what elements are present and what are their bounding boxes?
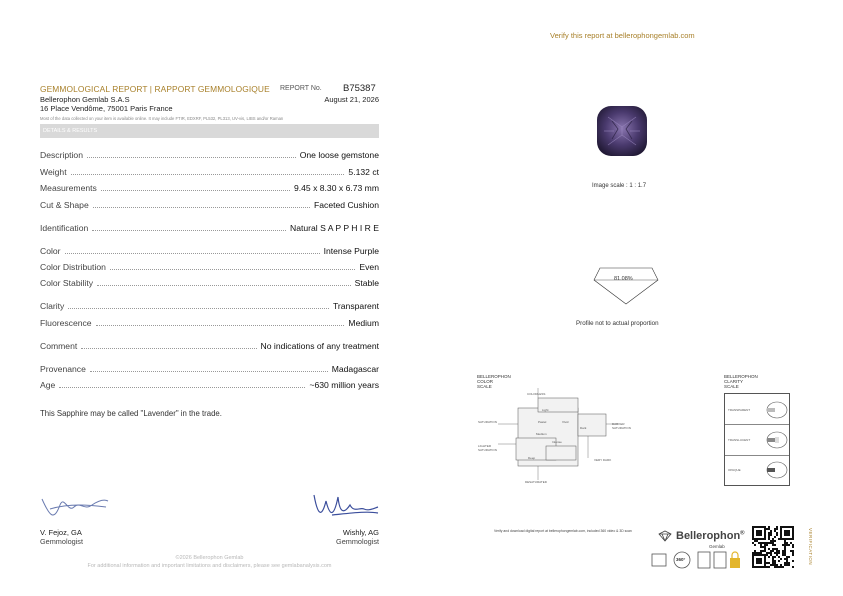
document-icon xyxy=(698,552,710,568)
detail-row xyxy=(40,278,379,288)
color-cell-deep: Deep xyxy=(528,456,536,460)
detail-value: Even xyxy=(359,262,379,272)
image-scale: Image scale : 1 : 1.7 xyxy=(592,183,647,189)
detail-value: Natural S A P P H I R E xyxy=(289,223,379,233)
footer-copyright: ©2026 Bellerophon Gemlab xyxy=(175,555,244,561)
profile-percent: 81.08% xyxy=(614,276,633,282)
color-cell-medium: Medium xyxy=(536,432,547,436)
detail-value: Intense Purple xyxy=(323,246,379,256)
detail-label: Color Stability xyxy=(40,278,94,288)
brand-name: Bellerophon® xyxy=(676,530,745,542)
clarity-level-opaque: OPAQUE xyxy=(728,468,741,472)
clarity-icons xyxy=(765,400,789,482)
lock-icon xyxy=(730,558,740,568)
detail-value: Madagascar xyxy=(331,364,379,374)
verification-label: VERIFICATION xyxy=(808,528,813,566)
detail-label: Provenance xyxy=(40,364,86,374)
clarity-level-translucent: TRANSLUCENT xyxy=(728,438,751,442)
detail-label: Age xyxy=(40,380,56,390)
detail-label: Cut & Shape xyxy=(40,200,89,210)
report-number: B75387 xyxy=(343,83,376,94)
color-callout-saturation: SATURATION xyxy=(478,420,497,424)
detail-row xyxy=(40,318,379,328)
detail-dots xyxy=(59,386,305,388)
color-cell-dark: Dark xyxy=(580,426,587,430)
detail-row xyxy=(40,301,379,311)
company-name: Bellerophon Gemlab S.A.S xyxy=(40,95,130,104)
detail-label: Identification xyxy=(40,223,89,233)
detail-value: Faceted Cushion xyxy=(314,200,379,210)
color-callout-desaturated: DESATURATED xyxy=(525,480,547,484)
badge-360: 360° xyxy=(676,557,686,562)
footer-disclaimer[interactable]: For additional information and important limitations and disclaimers, please see gemlabanalysis.com xyxy=(87,563,332,569)
trade-note: This Sapphire may be called "Lavender" in the trade. xyxy=(40,409,222,418)
report-title: GEMMOLOGICAL REPORT | RAPPORT GEMMOLOGIQUE xyxy=(40,84,270,94)
detail-row xyxy=(40,246,379,256)
detail-label: Color Distribution xyxy=(40,262,106,272)
detail-dots xyxy=(81,347,256,349)
gemstone-image xyxy=(594,103,650,159)
detail-value: 9.45 x 8.30 x 6.73 mm xyxy=(293,183,379,193)
signer-1-name: V. Fejoz, GA xyxy=(40,528,82,537)
detail-value: One loose gemstone xyxy=(299,150,379,160)
detail-dots xyxy=(65,252,320,254)
color-cell-vivid: Vivid xyxy=(562,420,569,424)
color-callout-colorless: COLORLESS xyxy=(527,392,546,396)
signer-1-title: Gemmologist xyxy=(40,537,83,546)
profile-note: Profile not to actual proportion xyxy=(576,320,659,327)
clarity-scale-title: BELLEROPHON CLARITY SCALE xyxy=(724,374,758,389)
detail-value: Medium xyxy=(348,318,379,328)
signature-block-1 xyxy=(40,487,110,546)
detail-label: Description xyxy=(40,150,83,160)
detail-row xyxy=(40,183,379,193)
detail-dots xyxy=(92,229,286,231)
detail-row xyxy=(40,380,379,390)
detail-dots xyxy=(93,206,310,208)
company-address: 16 Place Vendôme, 75001 Paris France xyxy=(40,104,173,113)
signature-block-2 xyxy=(312,487,379,546)
digital-report-note[interactable]: Verify and download digital report at bellerophongemlab.com, included 360 video & 3D scan xyxy=(494,529,632,533)
detail-row xyxy=(40,262,379,272)
detail-value: Transparent xyxy=(332,301,379,311)
detail-label: Comment xyxy=(40,341,78,351)
report-no-label: REPORT No. xyxy=(280,85,322,92)
clarity-level-transparent: TRANSPARENT xyxy=(728,408,751,412)
detail-dots xyxy=(68,307,329,309)
detail-dots xyxy=(110,268,355,270)
detail-row xyxy=(40,223,379,233)
details-bar: DETAILS & RESULTS xyxy=(40,124,379,138)
detail-value: Stable xyxy=(354,278,379,288)
footer xyxy=(40,554,379,570)
detail-label: Measurements xyxy=(40,183,97,193)
signer-2-title: Gemmologist xyxy=(336,537,379,546)
detail-label: Clarity xyxy=(40,301,65,311)
detail-dots xyxy=(90,370,328,372)
signature-2-image xyxy=(312,487,379,523)
brand-sub: Gemlab xyxy=(709,544,725,549)
detail-label: Color xyxy=(40,246,61,256)
feature-icons xyxy=(650,550,750,572)
data-note: Most of the data collected on your item is available online. It may include FTIR, EDXRF, PL532, PL313, UV-vis, LIBS and/or Raman xyxy=(40,116,284,121)
detail-value: ~630 million years xyxy=(309,380,379,390)
report-date: August 21, 2026 xyxy=(324,95,379,104)
detail-value: 5.132 ct xyxy=(348,167,379,177)
detail-label: Fluorescence xyxy=(40,318,92,328)
report-icon xyxy=(714,552,726,568)
color-callout-very-dark: VERY DARK xyxy=(594,458,612,462)
signature-1-image xyxy=(40,487,110,523)
detail-value: No indications of any treatment xyxy=(260,341,379,351)
signer-2-name: Wishly, AG xyxy=(342,528,379,537)
detail-row xyxy=(40,341,379,351)
color-cell-light: Light xyxy=(542,408,549,412)
detail-row xyxy=(40,150,379,160)
3d-scan-icon xyxy=(652,554,666,566)
color-cell-pastel: Pastel xyxy=(538,420,547,424)
color-callout-darker: DARKER SATURATION xyxy=(612,422,631,430)
detail-dots xyxy=(97,284,351,286)
detail-dots xyxy=(96,324,345,326)
detail-label: Weight xyxy=(40,167,67,177)
color-cell-intense: Intense xyxy=(552,440,562,444)
verify-link[interactable]: Verify this report at bellerophongemlab.com xyxy=(550,31,695,40)
detail-dots xyxy=(71,173,345,175)
detail-row xyxy=(40,200,379,210)
color-scale-diagram xyxy=(478,388,628,488)
detail-dots xyxy=(101,189,290,191)
detail-row xyxy=(40,167,379,177)
qr-code[interactable] xyxy=(752,526,794,568)
profile-diagram xyxy=(592,258,660,306)
clarity-scale-box xyxy=(724,393,790,486)
color-scale-title: BELLEROPHON COLOR SCALE xyxy=(477,374,511,389)
detail-row xyxy=(40,364,379,374)
color-callout-lighter: LIGHTER SATURATION xyxy=(478,444,497,452)
detail-dots xyxy=(87,156,296,158)
bellerophon-logo-icon xyxy=(658,530,672,542)
